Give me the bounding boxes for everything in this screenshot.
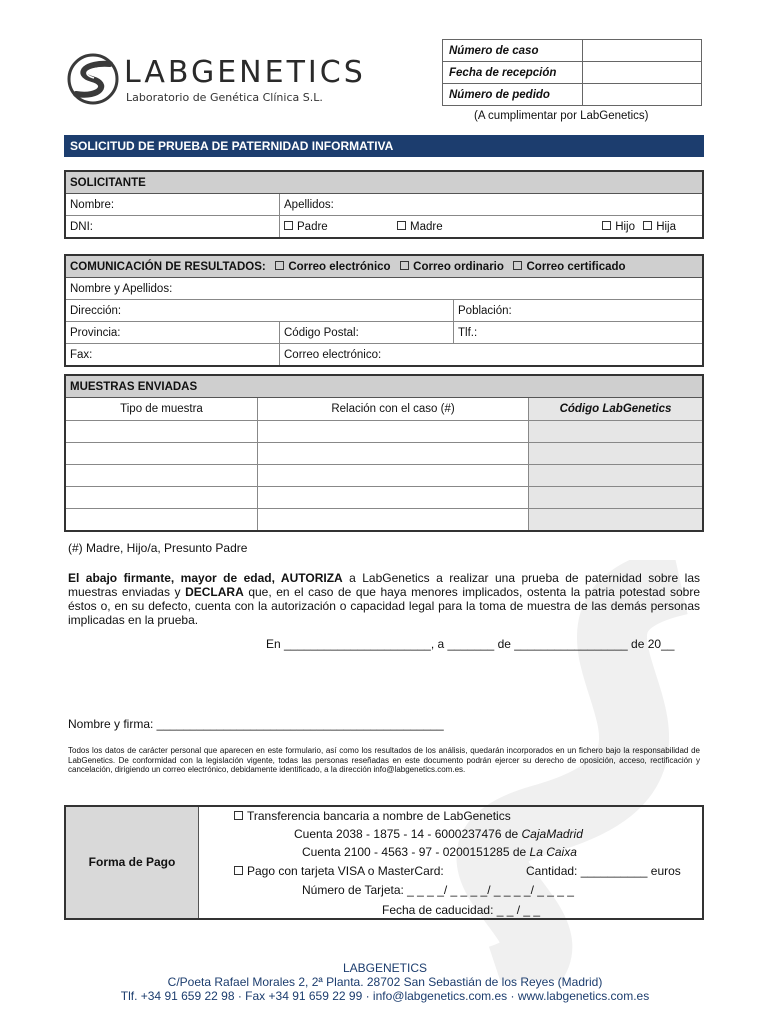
dni-field[interactable] — [65, 216, 280, 239]
privacy-notice: Todos los datos de carácter personal que aparecen en este formulario, así como los resultados de los análisis, quedarán incorporados en un fichero bajo la responsabilidad de LabGenetics. De conformidad con la legislación vigente, todas las personas reseñadas en este documento podrán ejercer su derecho de oposición, acceso, rectificación y cancelación, dirigiendo un correo electrónico, debidamente identificado, a la dirección info@labgenetics.com.es. — [68, 746, 700, 775]
option-card-payment[interactable] — [234, 864, 444, 878]
option-mail-label: Correo ordinario — [413, 260, 504, 273]
bank-account-2 — [302, 845, 577, 859]
samples-header: MUESTRAS ENVIADAS — [65, 375, 703, 398]
account-2-number: Cuenta 2100 - 4563 - 97 - 0200151285 de — [302, 845, 530, 859]
checkbox-icon — [284, 221, 293, 230]
order-number-field[interactable] — [583, 84, 702, 106]
sample-type-cell[interactable] — [65, 487, 258, 509]
option-bank-transfer[interactable] — [234, 809, 511, 823]
card-payment-label: Pago con tarjeta VISA o MasterCard: — [247, 864, 444, 878]
option-padre[interactable] — [280, 216, 394, 239]
case-number-label: Número de caso — [443, 40, 583, 62]
bank-1-name: CajaMadrid — [521, 827, 583, 841]
sample-type-cell[interactable] — [65, 509, 258, 532]
postal-code-label: Código Postal: — [284, 326, 359, 339]
results-delivery-title: COMUNICACIÓN DE RESULTADOS: — [70, 260, 266, 273]
option-hijo-label: Hijo — [615, 220, 635, 233]
results-delivery-section — [64, 254, 704, 367]
payment-section — [64, 805, 704, 920]
code-cell — [529, 443, 704, 465]
dni-label: DNI: — [70, 220, 93, 233]
reception-date-field[interactable] — [583, 62, 702, 84]
relation-cell[interactable] — [258, 487, 529, 509]
option-hija-label: Hija — [656, 220, 676, 233]
phone-label: Tlf.: — [458, 326, 478, 339]
option-hija[interactable] — [639, 216, 703, 239]
bank-2-name: La Caixa — [529, 845, 577, 859]
place-date-line[interactable]: En ______________________, a _______ de _________________ de 20__ — [266, 637, 675, 651]
bank-transfer-label: Transferencia bancaria a nombre de LabGenetics — [247, 809, 511, 823]
declaration-declares: DECLARA — [185, 585, 244, 599]
brand-name: LABGENETICS — [124, 55, 366, 90]
brand-subtitle: Laboratorio de Genética Clínica S.L. — [126, 91, 323, 104]
address-field[interactable] — [65, 300, 454, 322]
case-box — [442, 39, 702, 106]
bank-account-1 — [294, 827, 583, 841]
declaration-authorize: El abajo firmante, mayor de edad, AUTORIZA — [68, 571, 343, 585]
code-cell — [529, 487, 704, 509]
labgenetics-logo-icon — [66, 52, 120, 106]
surname-field[interactable] — [280, 194, 704, 216]
declaration-paragraph — [68, 571, 700, 627]
applicant-header: SOLICITANTE — [65, 171, 703, 194]
results-delivery-header — [65, 255, 703, 278]
reception-date-label: Fecha de recepción — [443, 62, 583, 84]
postal-code-field[interactable] — [280, 322, 454, 344]
account-1-number: Cuenta 2038 - 1875 - 14 - 6000237476 de — [294, 827, 522, 841]
checkbox-icon — [275, 261, 284, 270]
declaration-text-1: a LabGenetics a realizar una prueba de paternidad sobre las muestras enviadas y — [68, 571, 700, 599]
address-label: Dirección: — [70, 304, 122, 317]
province-field[interactable] — [65, 322, 280, 344]
checkbox-icon — [400, 261, 409, 270]
form-title-banner: SOLICITUD DE PRUEBA DE PATERNIDAD INFORMATIVA — [64, 135, 704, 157]
relation-cell[interactable] — [258, 421, 529, 443]
case-number-field[interactable] — [583, 40, 702, 62]
checkbox-icon — [643, 221, 652, 230]
checkbox-icon — [513, 261, 522, 270]
table-row — [65, 487, 703, 509]
table-row — [65, 443, 703, 465]
surname-label: Apellidos: — [284, 198, 334, 211]
phone-field[interactable] — [454, 322, 704, 344]
option-certified-mail[interactable] — [513, 261, 625, 273]
sample-type-column: Tipo de muestra — [65, 398, 258, 421]
sample-type-cell[interactable] — [65, 443, 258, 465]
footer-contact: Tlf. +34 91 659 22 98 · Fax +34 91 659 22 99 · info@labgenetics.com.es · www.labgenetics.com.es — [120, 989, 650, 1003]
checkbox-icon — [397, 221, 406, 230]
sample-type-cell[interactable] — [65, 465, 258, 487]
option-madre[interactable] — [393, 216, 516, 239]
labgenetics-code-column: Código LabGenetics — [529, 398, 704, 421]
case-box-note: (A cumplimentar por LabGenetics) — [474, 110, 649, 122]
full-name-label: Nombre y Apellidos: — [70, 282, 173, 295]
relation-cell[interactable] — [258, 443, 529, 465]
name-label: Nombre: — [70, 198, 115, 211]
code-cell — [529, 509, 704, 532]
email-label: Correo electrónico: — [284, 348, 382, 361]
amount-field[interactable]: Cantidad: __________ euros — [526, 864, 681, 878]
name-field[interactable] — [65, 194, 280, 216]
option-certified-label: Correo certificado — [526, 260, 626, 273]
table-row — [65, 465, 703, 487]
order-number-label: Número de pedido — [443, 84, 583, 106]
checkbox-icon — [234, 811, 243, 820]
town-field[interactable] — [454, 300, 704, 322]
applicant-section — [64, 170, 704, 239]
code-cell — [529, 421, 704, 443]
expiry-date-field[interactable]: Fecha de caducidad: _ _ / _ _ — [382, 903, 541, 917]
option-email[interactable] — [275, 261, 390, 273]
relation-note: (#) Madre, Hijo/a, Presunto Padre — [68, 541, 248, 555]
relation-cell[interactable] — [258, 509, 529, 532]
option-hijo[interactable] — [516, 216, 639, 239]
option-padre-label: Padre — [297, 220, 328, 233]
relation-cell[interactable] — [258, 465, 529, 487]
payment-label-cell — [66, 807, 199, 918]
sample-type-cell[interactable] — [65, 421, 258, 443]
signature-line[interactable]: Nombre y firma: ___________________________________________ — [68, 717, 444, 731]
declaration-text-2: que, en el caso de que haya menores implicados, ostenta la patria potestad sobre éstos o, en su defecto, cuenta con la autorización o capacidad legal para la toma de muestra de las demás personas implicadas en la prueba. — [68, 585, 700, 627]
option-mail[interactable] — [400, 261, 504, 273]
payment-label: Forma de Pago — [88, 855, 176, 869]
table-row — [65, 421, 703, 443]
table-row — [65, 509, 703, 532]
option-email-label: Correo electrónico — [288, 260, 391, 273]
checkbox-icon — [602, 221, 611, 230]
town-label: Población: — [458, 304, 512, 317]
footer-address: C/Poeta Rafael Morales 2, 2ª Planta. 28702 San Sebastián de los Reyes (Madrid) — [167, 975, 603, 989]
card-number-field[interactable]: Número de Tarjeta: _ _ _ _/ _ _ _ _/ _ _ _ _/ _ _ _ _ — [302, 883, 574, 897]
fax-field[interactable] — [65, 344, 280, 367]
full-name-field[interactable] — [65, 278, 703, 300]
province-label: Provincia: — [70, 326, 121, 339]
footer-company: LABGENETICS — [342, 961, 428, 975]
samples-section — [64, 374, 704, 532]
checkbox-icon — [234, 866, 243, 875]
option-madre-label: Madre — [410, 220, 443, 233]
email-field[interactable] — [280, 344, 704, 367]
fax-label: Fax: — [70, 348, 93, 361]
code-cell — [529, 465, 704, 487]
relation-column: Relación con el caso (#) — [258, 398, 529, 421]
